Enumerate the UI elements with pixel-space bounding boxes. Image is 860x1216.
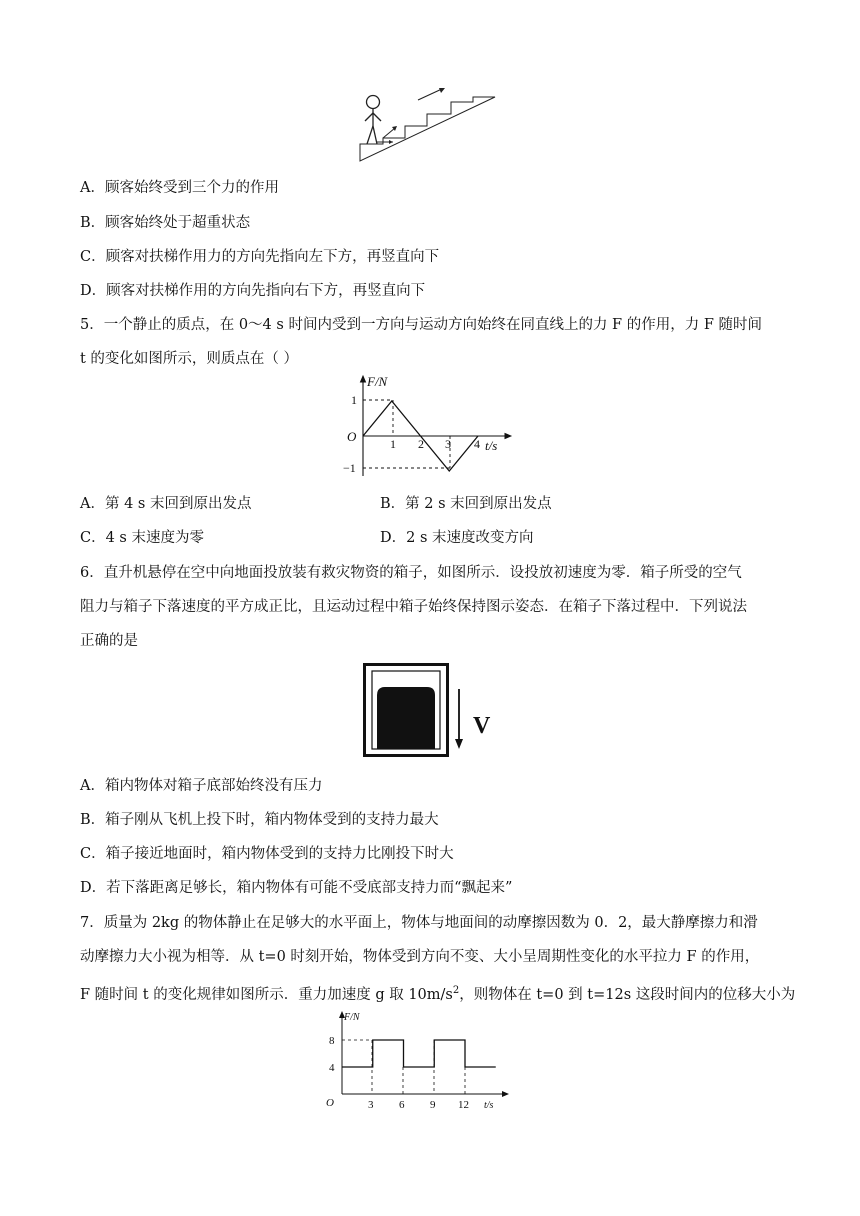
q7-ytick-8: 8 xyxy=(329,1035,335,1047)
q5-ytick-neg: −1 xyxy=(343,461,356,475)
q7-xtick-12: 12 xyxy=(458,1099,469,1111)
q7-ylabel: F/N xyxy=(344,1012,360,1023)
cargo-block xyxy=(377,687,435,749)
q7-ytick-4: 4 xyxy=(329,1062,335,1074)
q5-stem-line1: 5．一个静止的质点，在 0～4 s 时间内受到一方向与运动方向始终在同直线上的力 F 的作用，力 F 随时间 xyxy=(80,317,762,333)
q6-option-a: A．箱内物体对箱子底部始终没有压力 xyxy=(80,778,323,794)
q7-force-graph xyxy=(318,1008,518,1116)
q6-stem-line3: 正确的是 xyxy=(80,633,138,649)
q4-option-a: A．顾客始终受到三个力的作用 xyxy=(80,180,279,196)
q5-option-d: D．2 s 末速度改变方向 xyxy=(380,530,534,546)
q5-option-a: A．第 4 s 末回到原出发点 xyxy=(80,496,252,512)
q7-xtick-6: 6 xyxy=(399,1099,405,1111)
q4-option-b: B．顾客始终处于超重状态 xyxy=(80,215,251,231)
q4-option-c: C．顾客对扶梯作用力的方向先指向左下方，再竖直向下 xyxy=(80,249,440,265)
q5-xtick-4: 4 xyxy=(474,437,480,451)
q6-option-b: B．箱子刚从飞机上投下时，箱内物体受到的支持力最大 xyxy=(80,812,439,828)
q5-origin: O xyxy=(347,429,357,444)
q4-option-d: D．顾客对扶梯作用的方向先指向右下方，再竖直向下 xyxy=(80,283,426,299)
q6-velocity-label: V xyxy=(473,713,491,739)
q6-box-figure xyxy=(363,663,503,759)
q7-stem-line3 xyxy=(80,981,795,1005)
q5-xtick-1: 1 xyxy=(390,437,396,451)
q5-ylabel: F/N xyxy=(367,374,388,389)
q7-stem-line3-sup: 2 xyxy=(452,985,460,996)
q7-stem-line3-a: F 随时间 t 的变化规律如图所示．重力加速度 g 取 10m/s xyxy=(80,986,453,1003)
q7-stem-line2: 动摩擦力大小视为相等．从 t=0 时刻开始，物体受到方向不变、大小呈周期性变化的水平拉力 F 的作用， xyxy=(80,949,760,965)
q5-xlabel: t/s xyxy=(485,438,498,453)
q6-stem-line1: 6．直升机悬停在空中向地面投放装有救灾物资的箱子，如图所示．设投放初速度为零．箱子所受的空气 xyxy=(80,565,742,581)
q7-xlabel: t/s xyxy=(484,1100,494,1111)
q5-ytick-pos: 1 xyxy=(351,393,357,407)
q7-xtick-3: 3 xyxy=(368,1099,374,1111)
q7-xtick-9: 9 xyxy=(430,1099,436,1111)
q7-origin: O xyxy=(326,1097,334,1109)
q7-stem-line1: 7．质量为 2kg 的物体静止在足够大的水平面上，物体与地面间的动摩擦因数为 0．2，最大静摩擦力和滑 xyxy=(80,915,758,931)
q5-stem-line2: t 的变化如图所示，则质点在（ ） xyxy=(80,351,299,367)
q5-option-b: B．第 2 s 末回到原出发点 xyxy=(380,496,552,512)
q7-force-line xyxy=(342,1040,496,1067)
q5-force-graph xyxy=(333,372,523,480)
escalator-figure xyxy=(355,88,505,166)
q5-xtick-2: 2 xyxy=(418,437,424,451)
q6-option-c: C．箱子接近地面时，箱内物体受到的支持力比刚投下时大 xyxy=(80,846,454,862)
q5-option-c: C．4 s 末速度为零 xyxy=(80,530,204,546)
q6-option-d: D．若下落距离足够长，箱内物体有可能不受底部支持力而“飘起来” xyxy=(80,880,513,896)
q6-stem-line2: 阻力与箱子下落速度的平方成正比，且运动过程中箱子始终保持图示姿态．在箱子下落过程中．下列说法 xyxy=(80,599,747,615)
q7-stem-line3-b: ，则物体在 t=0 到 t=12s 这段时间内的位移大小为 xyxy=(459,986,796,1003)
q5-xtick-3: 3 xyxy=(445,437,451,451)
